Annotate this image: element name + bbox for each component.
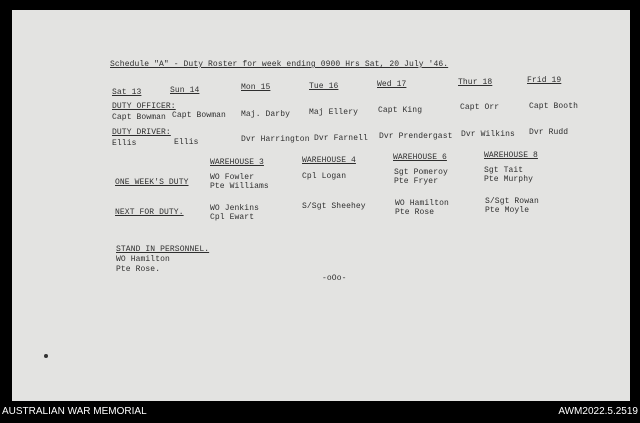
day-header: Wed 17	[377, 80, 407, 89]
duty-driver-cell: Dvr Prendergast	[379, 132, 453, 141]
roster-title: Schedule "A" - Duty Roster for week ending 0900 Hrs Sat, 20 July '46.	[110, 60, 449, 69]
duty-officer-cell: Capt King	[378, 106, 423, 115]
next-for-duty-cell: WO Jenkins	[210, 204, 260, 213]
warehouse-header: WAREHOUSE 6	[393, 153, 447, 162]
duty-officer-cell: Capt Orr	[460, 103, 500, 112]
ink-speck	[44, 354, 48, 358]
one-weeks-duty-cell: WO Fowler	[210, 173, 255, 182]
stand-in-heading: STAND IN PERSONNEL.	[116, 245, 210, 254]
next-for-duty-cell: S/Sgt Sheehey	[302, 202, 366, 211]
day-header: Mon 15	[241, 83, 271, 92]
day-header: Sun 14	[170, 86, 200, 95]
one-weeks-duty-heading: ONE WEEK'S DUTY	[115, 178, 189, 187]
next-for-duty-cell: Pte Rose	[395, 208, 435, 217]
next-for-duty-cell: WO Hamilton	[395, 199, 449, 208]
one-weeks-duty-cell: Cpl Logan	[302, 172, 347, 181]
stand-in-name: WO Hamilton	[116, 255, 170, 264]
footer-collection-label: AUSTRALIAN WAR MEMORIAL	[2, 406, 147, 417]
end-mark: -oOo-	[322, 274, 347, 283]
warehouse-header: WAREHOUSE 4	[302, 156, 356, 165]
duty-officer-cell: Maj. Darby	[241, 110, 291, 119]
one-weeks-duty-cell: Pte Murphy	[484, 175, 534, 184]
next-for-duty-heading: NEXT FOR DUTY.	[115, 208, 184, 217]
day-header: Thur 18	[458, 78, 493, 87]
one-weeks-duty-cell: Pte Fryer	[394, 177, 439, 186]
stand-in-name: Pte Rose.	[116, 265, 161, 274]
duty-driver-cell: Ellis	[112, 139, 137, 148]
duty-driver-cell: Ellis	[174, 138, 199, 147]
duty-officer-cell: Maj Ellery	[309, 108, 359, 117]
warehouse-header: WAREHOUSE 8	[484, 151, 538, 160]
duty-officer-cell: Capt Booth	[529, 102, 579, 111]
duty-officer-heading: DUTY OFFICER:	[112, 102, 176, 111]
day-header: Tue 16	[309, 82, 339, 91]
duty-officer-cell: Capt Bowman	[172, 111, 226, 120]
day-header: Frid 19	[527, 76, 562, 85]
next-for-duty-cell: Pte Moyle	[485, 206, 530, 215]
next-for-duty-cell: Cpl Ewart	[210, 213, 255, 222]
duty-driver-cell: Dvr Farnell	[314, 134, 368, 143]
next-for-duty-cell: S/Sgt Rowan	[485, 197, 539, 206]
one-weeks-duty-cell: Sgt Pomeroy	[394, 168, 448, 177]
one-weeks-duty-cell: Sgt Tait	[484, 166, 524, 175]
duty-driver-cell: Dvr Rudd	[529, 128, 569, 137]
duty-driver-heading: DUTY DRIVER:	[112, 128, 171, 137]
warehouse-header: WAREHOUSE 3	[210, 158, 264, 167]
document-page	[12, 10, 630, 401]
duty-driver-cell: Dvr Harrington	[241, 135, 310, 144]
one-weeks-duty-cell: Pte Williams	[210, 182, 269, 191]
day-header: Sat 13	[112, 88, 142, 97]
duty-driver-cell: Dvr Wilkins	[461, 130, 515, 139]
duty-officer-cell: Capt Bowman	[112, 113, 166, 122]
footer-accession-number: AWM2022.5.2519	[558, 406, 638, 417]
